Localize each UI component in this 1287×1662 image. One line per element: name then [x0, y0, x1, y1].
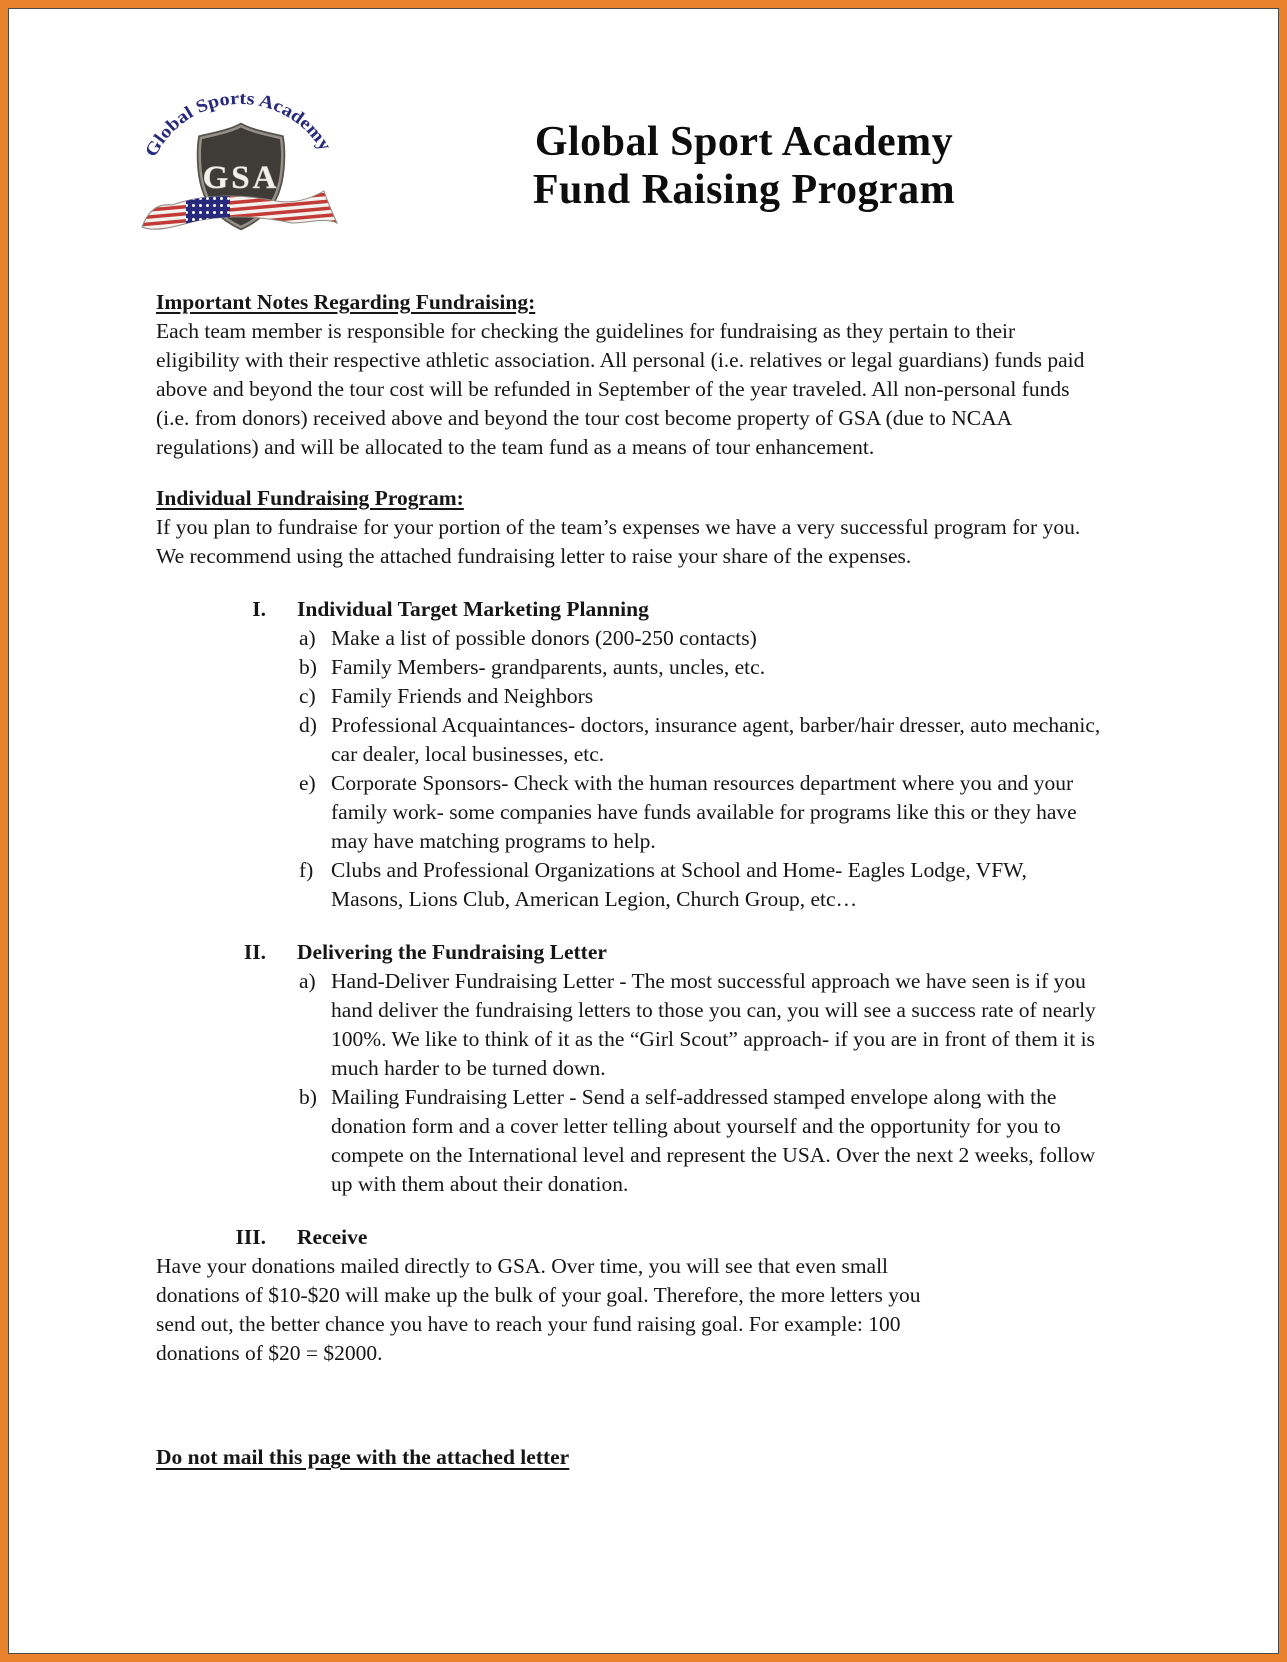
list-item — [299, 653, 1104, 682]
logo-gsa-monogram: GSA — [202, 160, 280, 196]
list-item — [299, 1083, 1104, 1199]
outline-numeral: II. — [243, 940, 266, 964]
list-item — [299, 967, 1104, 1083]
list-item-letter: a) — [299, 626, 316, 650]
outline-section-delivering-letter — [156, 938, 1104, 1199]
outline-title: Delivering the Fundraising Letter — [297, 940, 607, 964]
list-item-letter: b) — [299, 1085, 317, 1109]
list-item-letter: e) — [299, 771, 316, 795]
list-item — [299, 856, 1104, 914]
paragraph-individual-fundraising: If you plan to fundraise for your portion of the team’s expenses we have a very successful program for you. We recommend using the attached fundraising letter to raise your share of the expenses. — [156, 515, 1081, 568]
outline-title: Receive — [297, 1225, 368, 1249]
list-item-text: Corporate Sponsors- Check with the human resources department where you and your family work- some companies have funds available for programs like this or they have may have matching programs to help. — [331, 771, 1077, 853]
list-item-text: Make a list of possible donors (200-250 contacts) — [331, 626, 757, 650]
list-item-letter: d) — [299, 713, 317, 737]
paragraph-important-notes: Each team member is responsible for checking the guidelines for fundraising as they pertain to their eligibility with their respective athletic association. All personal (i.e. relatives or legal guardians) funds paid above and beyond the tour cost will be refunded in September of the year traveled. All non-personal funds (i.e. from donors) received above and beyond the tour cost become property of GSA (due to NCAA regulations) and will be allocated to the team fund as a means of tour enhancement. — [156, 319, 1085, 459]
list-item-letter: c) — [299, 684, 316, 708]
list-item-text: Hand-Deliver Fundraising Letter - The most successful approach we have seen is if you hand deliver the fundraising letters to those you can, you will see a success rate of nearly 100%. We like to think of it as the “Girl Scout” approach- if you are in front of them it is much harder to be turned down. — [331, 969, 1096, 1080]
list-item-letter: f) — [299, 858, 314, 882]
document-body — [156, 288, 1104, 1472]
title-line-2: Fund Raising Program — [532, 167, 956, 213]
list-item-text: Family Members- grandparents, aunts, uncles, etc. — [331, 655, 766, 679]
footer-note: Do not mail this page with the attached letter — [156, 1445, 570, 1469]
outline-heading — [156, 1223, 1104, 1252]
outline-heading — [156, 938, 1104, 967]
list-item-text: Family Friends and Neighbors — [331, 684, 594, 708]
list-item-text: Professional Acquaintances- doctors, insurance agent, barber/hair dresser, auto mechanic, car dealer, local businesses, etc. — [331, 713, 1101, 766]
list-item — [299, 682, 1104, 711]
logo-arc-text: Global Sports Academy — [140, 87, 335, 161]
list-item-text: Mailing Fundraising Letter - Send a self-addressed stamped envelope along with the donation form and a cover letter telling about yourself and the opportunity for you to compete on the International level and represent the USA. Over the next 2 weeks, follow up with them about their donation. — [331, 1085, 1096, 1196]
list-item — [299, 624, 1104, 653]
outline-body: Have your donations mailed directly to GSA. Over time, you will see that even small donations of $10-$20 will make up the bulk of your goal. Therefore, the more letters you send out, the better chance you have to reach your fund raising goal. For example: 100 donations of $20 = $2000. — [156, 1254, 921, 1365]
outline-section-receive — [156, 1223, 1104, 1368]
outline-title: Individual Target Marketing Planning — [297, 597, 649, 621]
outline-section-target-marketing — [156, 595, 1104, 914]
list-item — [299, 769, 1104, 856]
outline-numeral: I. — [252, 597, 266, 621]
document-title — [508, 118, 980, 214]
outline-numeral: III. — [235, 1225, 266, 1249]
list-item-letter: a) — [299, 969, 316, 993]
gsa-logo — [134, 76, 348, 240]
heading-important-notes: Important Notes Regarding Fundraising: — [156, 290, 536, 314]
list-item — [299, 711, 1104, 769]
list-item-letter: b) — [299, 655, 317, 679]
heading-individual-fundraising: Individual Fundraising Program: — [156, 486, 464, 510]
list-item-text: Clubs and Professional Organizations at School and Home- Eagles Lodge, VFW, Masons, Lions Club, American Legion, Church Group, etc… — [331, 858, 1027, 911]
outline-heading — [156, 595, 1104, 624]
title-line-1: Global Sport Academy — [534, 119, 954, 165]
